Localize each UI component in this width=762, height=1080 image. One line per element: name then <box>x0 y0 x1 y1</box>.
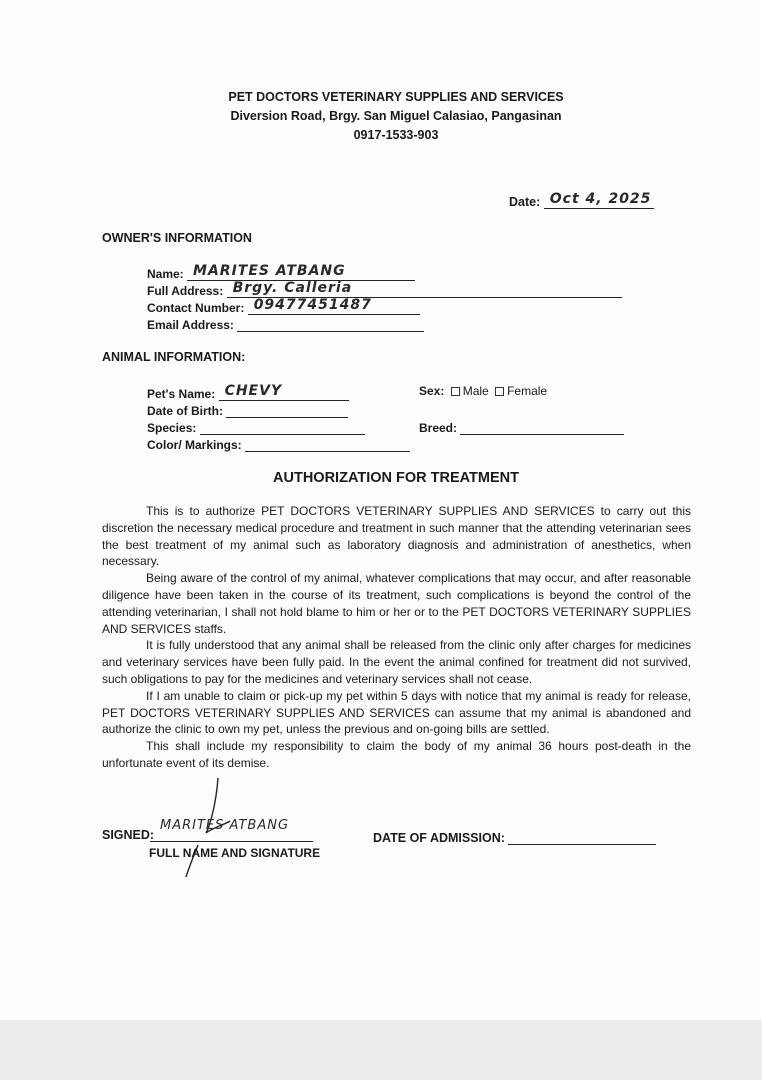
authorization-title: AUTHORIZATION FOR TREATMENT <box>273 470 519 486</box>
authorization-paragraph: Being aware of the control of my animal, whatever complications that may occur, and after reasonable diligence have been taken in the course of its treatment, such complications is beyond the control of the attending veterinarian, I shall not hold blame to him or her or to the PET DOCTORS VETERINARY SUPPLIES AND SERVICES staffs. <box>102 571 691 636</box>
animal-section-title: ANIMAL INFORMATION: <box>102 350 246 364</box>
authorization-paragraph: This is to authorize PET DOCTORS VETERINARY SUPPLIES AND SERVICES to carry out this discretion the necessary medical procedure and treatment in such manner that the attending veterinarian sees the best treatment of my animal such as laboratory diagnosis and administration of anesthetics, when necessary. <box>102 504 691 569</box>
pet-name-value: CHEVY <box>224 383 283 399</box>
owner-name-label: Name: <box>147 267 184 281</box>
female-checkbox[interactable] <box>495 387 504 396</box>
species-label: Species: <box>147 421 197 435</box>
breed-label: Breed: <box>419 421 458 435</box>
date-field[interactable] <box>509 192 654 209</box>
species-field[interactable] <box>147 418 365 435</box>
signed-label: SIGNED: <box>102 828 155 842</box>
signature-caption: FULL NAME AND SIGNATURE <box>149 846 321 860</box>
owner-section-title: OWNER'S INFORMATION <box>102 231 252 245</box>
owner-email-field[interactable] <box>147 315 424 332</box>
authorization-paragraph: It is fully understood that any animal shall be released from the clinic only after charges for medicines and veterinary services have been fully paid. In the event the animal confined for treatment did not survived, such obligations to pay for the medicines and veterinary services shall not cease. <box>102 638 691 686</box>
signature-line[interactable] <box>150 841 313 842</box>
color-markings-label: Color/ Markings: <box>147 438 242 452</box>
male-label: Male <box>462 384 489 398</box>
female-label: Female <box>507 384 548 398</box>
owner-name-value: MARITES ATBANG <box>193 263 346 279</box>
letterhead <box>0 88 762 145</box>
sex-label: Sex: <box>419 384 445 398</box>
date-of-birth-label: Date of Birth: <box>147 404 223 418</box>
date-label: Date: <box>509 195 541 209</box>
pet-name-field[interactable] <box>147 384 349 401</box>
sex-field <box>419 384 547 398</box>
owner-name-field[interactable] <box>147 264 415 281</box>
owner-address-value: Brgy. Calleria <box>232 280 353 296</box>
owner-contact-field[interactable] <box>147 298 420 315</box>
owner-address-label: Full Address: <box>147 284 224 298</box>
signed-name-value: MARITES ATBANG <box>160 818 290 833</box>
date-of-admission-field[interactable] <box>373 828 656 845</box>
color-markings-field[interactable] <box>147 435 410 452</box>
company-name: PET DOCTORS VETERINARY SUPPLIES AND SERVICES <box>228 90 564 104</box>
authorization-body <box>102 503 691 772</box>
date-of-birth-field[interactable] <box>147 401 348 418</box>
owner-contact-value: 09477451487 <box>253 297 372 313</box>
scan-margin <box>0 1020 762 1080</box>
owner-address-field[interactable] <box>147 281 622 298</box>
owner-contact-label: Contact Number: <box>147 301 245 315</box>
date-of-admission-label: DATE OF ADMISSION: <box>373 831 505 845</box>
company-phone: 0917-1533-903 <box>353 128 439 142</box>
pet-name-label: Pet's Name: <box>147 387 216 401</box>
company-address: Diversion Road, Brgy. San Miguel Calasiao, Pangasinan <box>230 109 562 123</box>
breed-field[interactable] <box>419 418 624 435</box>
male-checkbox[interactable] <box>451 387 460 396</box>
owner-email-label: Email Address: <box>147 318 234 332</box>
date-value: Oct 4, 2025 <box>549 191 652 207</box>
authorization-paragraph: This shall include my responsibility to claim the body of my animal 36 hours post-death in the unfortunate event of its demise. <box>102 739 691 770</box>
authorization-paragraph: If I am unable to claim or pick-up my pet within 5 days with notice that my animal is ready for release, PET DOCTORS VETERINARY SUPPLIES AND SERVICES can assume that my animal is abandoned and authorize the clinic to own my pet, unless the previous and on-going bills are settled. <box>102 688 691 737</box>
